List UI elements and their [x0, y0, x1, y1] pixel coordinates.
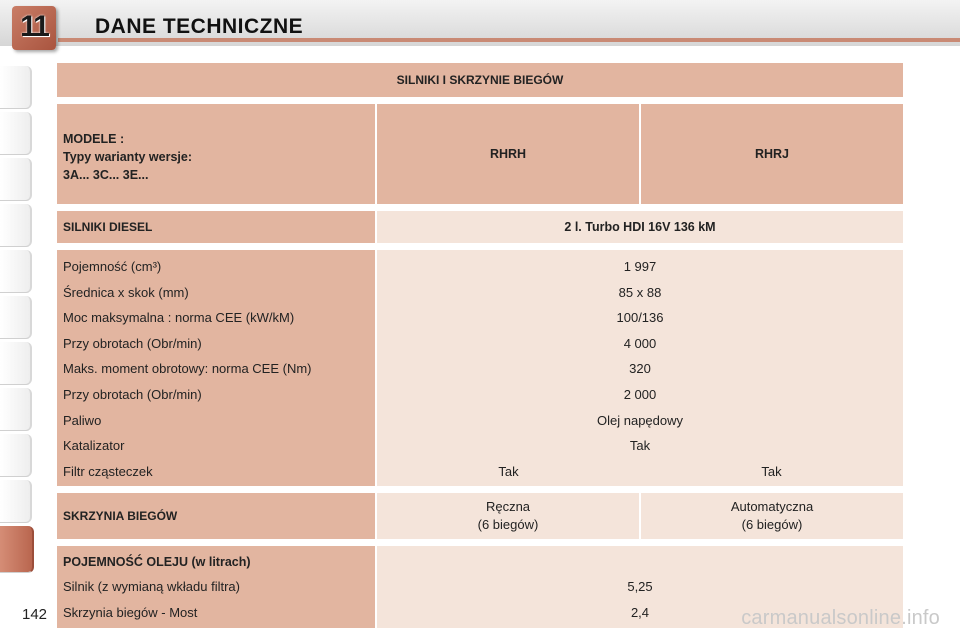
chapter-tabs — [0, 66, 34, 576]
param-value: 1 997 — [623, 259, 657, 274]
engines-label: SILNIKI DIESEL — [57, 211, 375, 243]
chapter-tab-5[interactable] — [0, 250, 32, 293]
param-label: Maks. moment obrotowy: norma CEE (Nm) — [63, 361, 312, 377]
models-line: MODELE : — [63, 132, 125, 146]
row-spacer — [57, 99, 903, 102]
filter-value-rhrj: Tak — [761, 463, 782, 479]
chapter-tab-8[interactable] — [0, 388, 32, 431]
gearbox-automatic-type: Automatyczna — [730, 499, 814, 515]
filter-values — [377, 459, 903, 485]
spec-table — [57, 63, 903, 628]
models-line: Typy warianty wersje: — [63, 150, 192, 164]
param-value: 320 — [629, 361, 651, 377]
param-label: Moc maksymalna : norma CEE (kW/kM) — [63, 310, 295, 326]
param-label: Pojemność (cm³) — [63, 259, 162, 274]
section-header: SILNIKI I SKRZYNIE BIEGÓW — [57, 63, 903, 97]
param-labels — [57, 250, 375, 486]
param-label: Katalizator — [63, 438, 125, 454]
gearbox-manual — [377, 493, 639, 539]
models-line: 3A... 3C... 3E... — [63, 168, 149, 182]
chapter-tab-9[interactable] — [0, 434, 32, 477]
gearbox-label: SKRZYNIA BIEGÓW — [57, 493, 375, 539]
param-values — [377, 250, 903, 486]
oil-title: POJEMNOŚĆ OLEJU (w litrach) — [63, 555, 251, 570]
row-spacer — [57, 488, 903, 491]
oil-labels — [57, 546, 375, 627]
engine-value: 2 l. Turbo HDI 16V 136 kM — [377, 211, 903, 243]
chapter-tab-10[interactable] — [0, 480, 32, 523]
chapter-tab-11-active[interactable] — [0, 526, 34, 573]
gearbox-manual-type: Ręczna — [485, 499, 531, 515]
oil-row-value: 2,4 — [630, 604, 650, 620]
gearbox-automatic — [641, 493, 903, 539]
param-label: Przy obrotach (Obr/min) — [63, 335, 202, 351]
model-rhrh: RHRH — [377, 104, 639, 204]
param-value: 2 000 — [623, 386, 657, 402]
oil-row-label: Silnik (z wymianą wkładu filtra) — [63, 579, 240, 595]
param-value: Olej napędowy — [597, 412, 683, 428]
filter-label: Filtr cząsteczek — [63, 463, 153, 479]
chapter-tab-1[interactable] — [0, 66, 32, 109]
oil-row-label: Skrzynia biegów - Most — [63, 604, 198, 620]
row-spacer — [57, 206, 903, 209]
oil-row-value: 5,25 — [627, 579, 653, 595]
param-value: 100/136 — [616, 310, 664, 326]
param-label: Średnica x skok (mm) — [63, 284, 189, 300]
chapter-tab-4[interactable] — [0, 204, 32, 247]
param-value: 4 000 — [623, 335, 657, 351]
watermark: carmanualsonline.info — [741, 607, 940, 629]
chapter-tab-6[interactable] — [0, 296, 32, 339]
param-value: Tak — [629, 438, 651, 454]
model-rhrj: RHRJ — [641, 104, 903, 204]
param-label: Przy obrotach (Obr/min) — [63, 386, 202, 402]
chapter-tab-2[interactable] — [0, 112, 32, 155]
param-value: 85 x 88 — [618, 284, 662, 300]
gearbox-manual-gears: (6 biegów) — [477, 517, 539, 533]
row-spacer — [57, 541, 903, 544]
page-title: DANE TECHNICZNE — [95, 15, 304, 38]
param-label: Paliwo — [63, 412, 102, 428]
filter-value-rhrh: Tak — [498, 463, 519, 479]
page-number: 142 — [22, 606, 48, 623]
chapter-tab-3[interactable] — [0, 158, 32, 201]
chapter-number: 11 — [20, 10, 48, 43]
models-label — [57, 104, 375, 204]
gearbox-automatic-gears: (6 biegów) — [741, 517, 803, 533]
oil-title-spacer — [377, 550, 903, 574]
chapter-tab-7[interactable] — [0, 342, 32, 385]
row-spacer — [57, 245, 903, 248]
